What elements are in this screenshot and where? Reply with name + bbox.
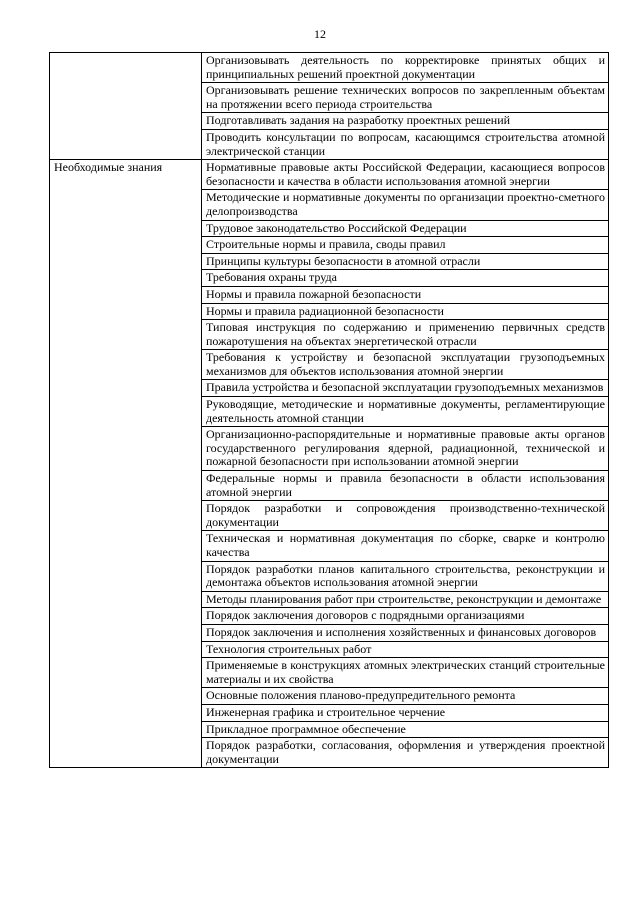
- requirement-item: Техническая и нормативная документация по сборке, сварке и контролю качества: [202, 531, 609, 561]
- requirement-item: Методические и нормативные документы по организации проектно-сметного делопроизводства: [202, 190, 609, 220]
- requirement-item: Принципы культуры безопасности в атомной отрасли: [202, 253, 609, 270]
- requirement-item: Требования к устройству и безопасной эксплуатации грузоподъемных механизмов для объектов использования атомной энергии: [202, 350, 609, 380]
- requirement-item: Требования охраны труда: [202, 270, 609, 287]
- requirement-item: Инженерная графика и строительное черчение: [202, 704, 609, 721]
- requirement-item: Проводить консультации по вопросам, касающимся строительства атомной электрической станции: [202, 129, 609, 159]
- requirement-item: Нормы и правила радиационной безопасности: [202, 303, 609, 320]
- requirement-item: Прикладное программное обеспечение: [202, 721, 609, 738]
- requirement-item: Федеральные нормы и правила безопасности в области использования атомной энергии: [202, 471, 609, 501]
- requirement-item: Нормативные правовые акты Российской Федерации, касающиеся вопросов безопасности и качества в области использования атомной энергии: [202, 160, 609, 190]
- requirement-item: Технология строительных работ: [202, 641, 609, 658]
- requirement-item: Организовывать решение технических вопросов по закрепленным объектам на протяжении всего периода строительства: [202, 83, 609, 113]
- requirement-item: Нормы и правила пожарной безопасности: [202, 286, 609, 303]
- requirement-item: Правила устройства и безопасной эксплуатации грузоподъемных механизмов: [202, 380, 609, 397]
- requirement-item: Порядок разработки и сопровождения производственно-технической документации: [202, 501, 609, 531]
- table-row: [50, 160, 609, 190]
- requirement-item: Типовая инструкция по содержанию и применению первичных средств пожаротушения на объектах энергетической отрасли: [202, 320, 609, 350]
- requirement-item: Методы планирования работ при строительстве, реконструкции и демонтаже: [202, 591, 609, 608]
- requirement-item: Порядок разработки, согласования, оформления и утверждения проектной документации: [202, 738, 609, 768]
- requirement-item: Основные положения планово-предупредительного ремонта: [202, 688, 609, 705]
- page-number: 12: [314, 27, 326, 41]
- requirement-item: Подготавливать задания на разработку проектных решений: [202, 113, 609, 130]
- requirement-item: Порядок разработки планов капитального строительства, реконструкции и демонтажа объектов использования атомной энергии: [202, 561, 609, 591]
- requirement-item: Руководящие, методические и нормативные документы, регламентирующие деятельность атомной станции: [202, 397, 609, 427]
- requirement-item: Организационно-распорядительные и нормативные правовые акты органов государственного регулирования ядерной, радиационной, технической и пожарной безопасности при использовании атомной энергии: [202, 427, 609, 471]
- requirement-item: Трудовое законодательство Российской Федерации: [202, 220, 609, 237]
- requirements-table: [49, 52, 609, 768]
- table-row: [50, 53, 609, 83]
- requirement-item: Строительные нормы и правила, своды правил: [202, 237, 609, 254]
- requirement-item: Организовывать деятельность по корректировке принятых общих и принципиальных решений проектной документации: [202, 53, 609, 83]
- requirement-item: Порядок заключения договоров с подрядными организациями: [202, 608, 609, 625]
- section-label-empty: [50, 53, 202, 160]
- requirement-item: Применяемые в конструкциях атомных электрических станций строительные материалы и их свойства: [202, 658, 609, 688]
- requirement-item: Порядок заключения и исполнения хозяйственных и финансовых договоров: [202, 624, 609, 641]
- requirements-table-body: [50, 53, 609, 768]
- section-label: Необходимые знания: [50, 160, 202, 768]
